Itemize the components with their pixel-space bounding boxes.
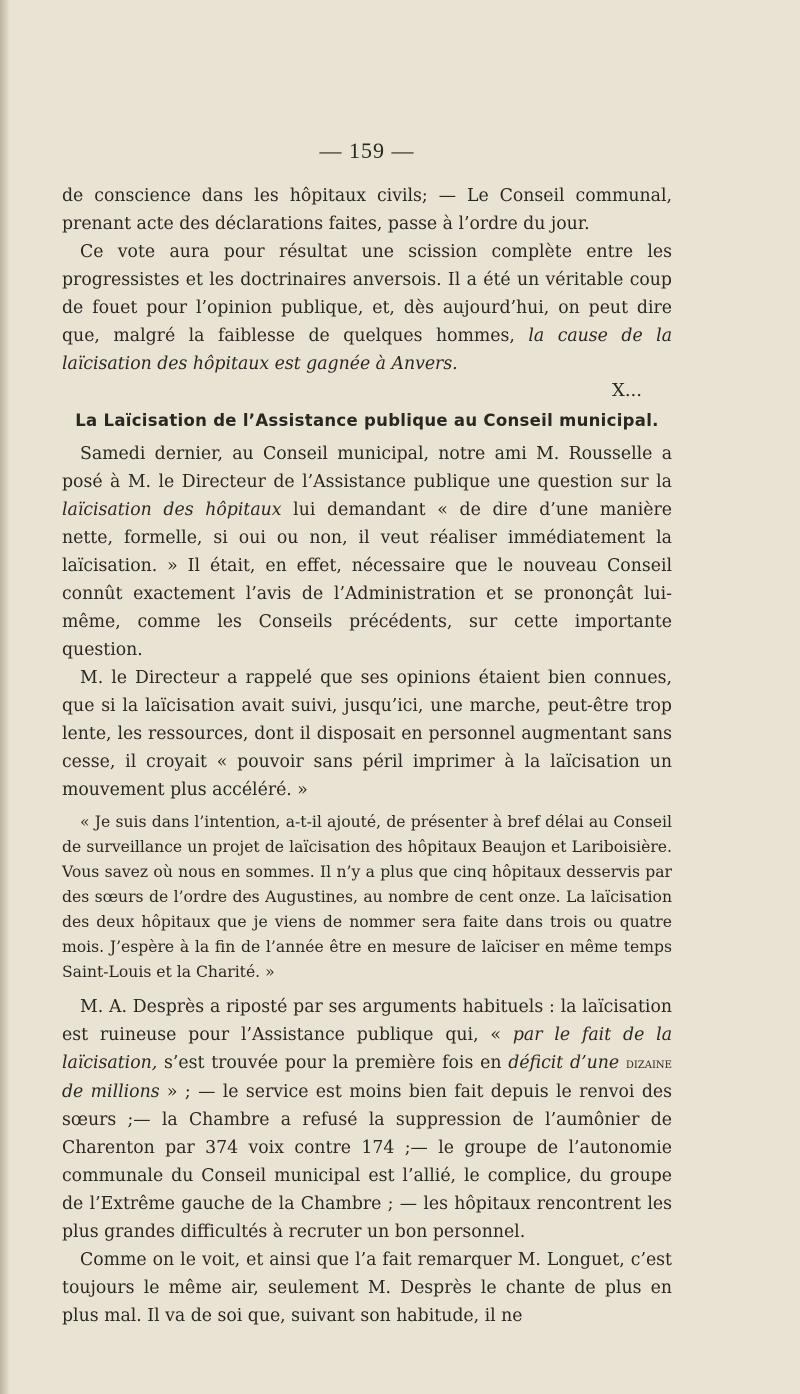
paragraph-despres-text-a: M. A. Desprès a riposté par ses arguments habituels : la laïcisation est ruineuse pour l’Assistance publique qui, «: [62, 997, 672, 1045]
paragraph-despres-italic-3: de millions: [62, 1082, 160, 1102]
paragraph-vote-italic: la cause de la laïcisation des hôpitaux est gagnée à Anvers.: [62, 326, 673, 374]
paragraph-despres-italic-2: déficit d’une: [508, 1053, 620, 1073]
paragraph-despres: [62, 993, 672, 1246]
paragraph-vote-text: Ce vote aura pour résultat une scission complète entre les progressistes et les doctrinaires anversois. Il a été un véritable coup de fouet pour l’opinion publique, et, dès aujourd’hui, on peut dire que, malgré la faiblesse de quelques hommes,: [62, 242, 672, 346]
paragraph-despres-text-c: » ; — le service est moins bien fait depuis le renvoi des sœurs ;— la Chambre a refusé la suppression de l’aumônier de Charenton par 374 voix contre 174 ;— le groupe de l’autonomie communale du Conseil municipal est l’allié, le complice, du groupe de l’Extrême gauche de la Chambre ; — les hôpitaux rencontrent les plus grandes difficultés à recruter un bon personnel.: [62, 1082, 672, 1242]
paragraph-longuet: Comme on le voit, et ainsi que l’a fait remarquer M. Longuet, c’est toujours le même air, seulement M. Desprès le chante de plus en plus mal. Il va de soi que, suivant son habitude, il ne: [62, 1250, 672, 1326]
paragraph-despres-italic-1: par le fait de la laïcisation,: [62, 1025, 672, 1073]
paragraph-rousselle-text-a: Samedi dernier, au Conseil municipal, notre ami M. Rousselle a posé à M. le Directeur de l’Assistance publique une question sur la: [62, 444, 672, 492]
paragraph-rousselle: [62, 440, 672, 664]
paragraph-rousselle-text-b: lui demandant « de dire d’une manière nette, formelle, si oui ou non, il veut réaliser immédiatement la laïcisation. » Il était, en effet, nécessaire que le nouveau Conseil connût exactement l’avis de l’Administration et se prononçât lui-même, comme les Conseils précédents, sur cette importante question.: [62, 500, 672, 660]
book-binding-edge: [0, 0, 10, 1394]
paragraph-rousselle-italic: laïcisation des hôpitaux: [62, 500, 282, 520]
section-title: La Laïcisation de l’Assistance publique au Conseil municipal.: [75, 411, 659, 430]
paragraph-directeur: M. le Directeur a rappelé que ses opinions étaient bien connues, que si la laïcisation avait suivi, jusqu’ici, une marche, peut-être trop lente, les ressources, dont il disposait en personnel augmentant sans cesse, il croyait « pouvoir sans péril imprimer à la laïcisation un mouvement plus accéléré. »: [62, 668, 672, 800]
paragraph-quote: « Je suis dans l’intention, a-t-il ajouté, de présenter à bref délai au Conseil de surveillance un projet de laïcisation des hôpitaux Beaujon et Lariboisière. Vous savez où nous en sommes. Il n’y a plus que cinq hôpitaux desservis par des sœurs de l’ordre des Augustines, au nombre de cent onze. La laïcisation des deux hôpitaux que je viens de nommer sera faite dans trois ou quatre mois. J’espère à la fin de l’année être en mesure de laïciser en même temps Saint-Louis et la Charité. »: [62, 813, 672, 981]
signature: X...: [612, 380, 642, 401]
paragraph-despres-text-b: s’est trouvée pour la première fois en: [157, 1053, 509, 1073]
paragraph-vote: [62, 238, 672, 378]
page-number: — 159 —: [319, 138, 415, 163]
paragraph-despres-smallcaps: dizaine: [625, 1056, 672, 1072]
paragraph-continuation: de conscience dans les hôpitaux civils; — Le Conseil communal, prenant acte des déclarations faites, passe à l’ordre du jour.: [62, 186, 672, 234]
book-page: [62, 138, 672, 1330]
